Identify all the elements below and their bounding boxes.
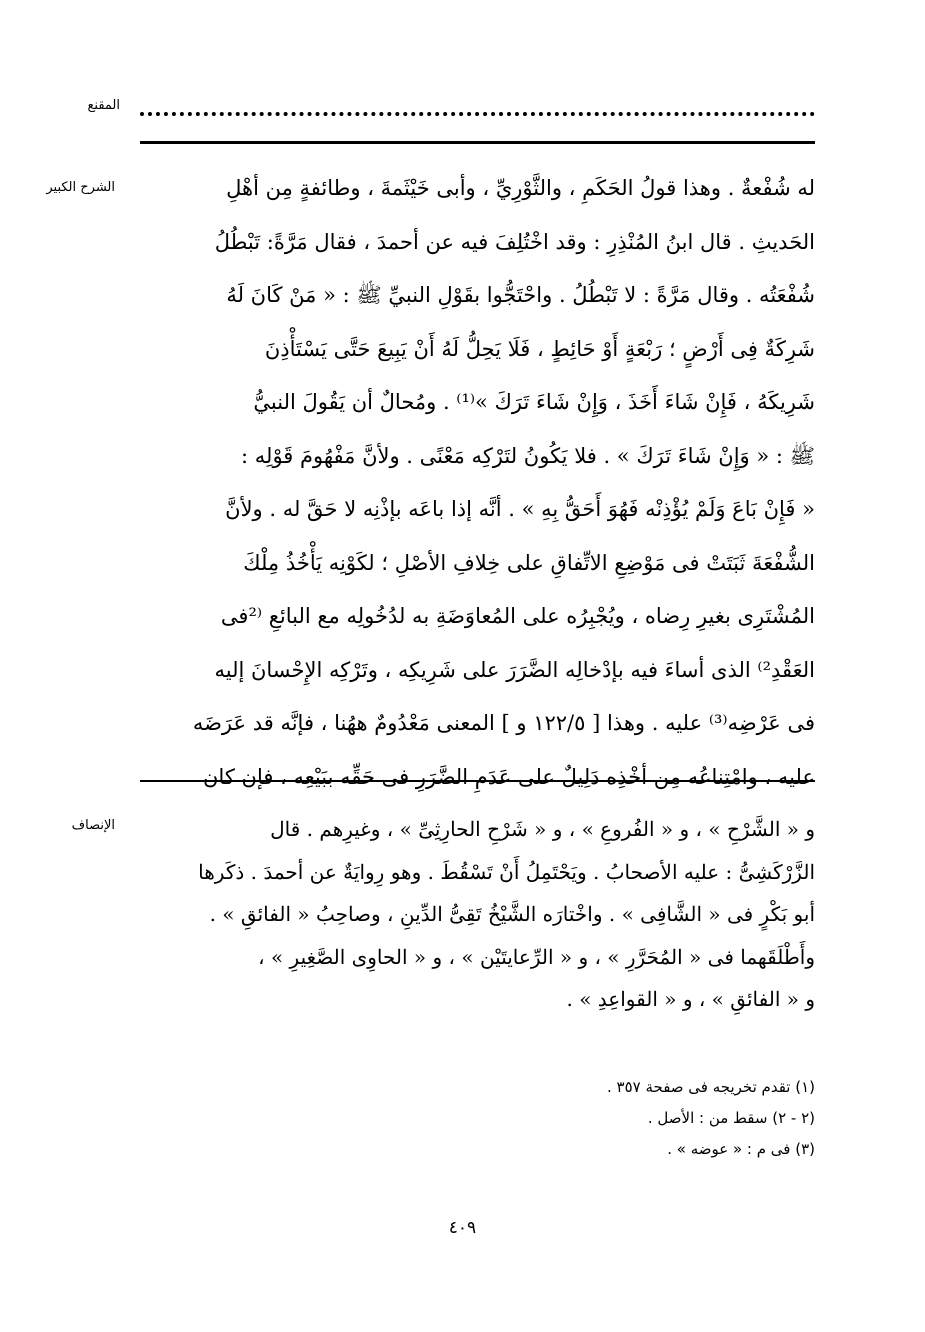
- insaf-line: و « الشَّرْحِ » ، و « الفُروعِ » ، و « شَرْحِ الحارِثِىِّ » ، وغيرِهم . قال: [270, 817, 815, 841]
- footnote: (٣) فى م : « عوضه » .: [667, 1140, 815, 1158]
- insaf-line: أبو بَكْرٍ فى « الشَّافِى » . واخْتارَه الشَّيْخُ تَقِىُّ الدِّينِ ، وصاحِبُ « الفائقِ » .: [209, 902, 815, 926]
- sharh-line: شُفْعَتُه . وقال مَرَّةً : لا تَبْطُلُ . واحْتَجُّوا بقَوْلِ النبيِّ ﷺ : « مَنْ كَانَ لَهُ: [226, 283, 815, 307]
- section-divider: [140, 780, 815, 782]
- sharh-line: ﷺ : « وَإِنْ شَاءَ تَرَكَ » . فلا يَكُونُ لتَرْكِه مَعْنًى . ولأنَّ مَفْهُومَ قَوْلِه :: [241, 443, 815, 468]
- footnote: (١) تقدم تخريجه فى صفحة ٣٥٧ .: [606, 1078, 815, 1096]
- sharh-line: عليه ، وامْتِناعُه مِن أخْذِه دَلِيلٌ على عَدَمِ الضَّرَرِ فى حَقِّه ببَيْعِه ، فإن كان: [203, 764, 815, 789]
- insaf-section-label: الإنصاف: [71, 818, 115, 833]
- page-number: ٤٠٩: [448, 1218, 477, 1238]
- insaf-line: الزَّرْكَشِىُّ : عليه الأصحابُ . ويَحْتَمِلُ أَنْ تَسْقُطَ . وهو رِوايَةٌ عن أحمدَ . ذكَرها: [198, 859, 815, 884]
- insaf-line: و « الفائقِ » ، و « القواعِدِ » .: [566, 987, 815, 1011]
- footnote: (٢ - ٢) سقط من : الأصل .: [647, 1109, 815, 1127]
- sharh-line: شَرِكَةٌ فِى أَرْضٍ ؛ رَبْعَةٍ أَوْ حَائِطٍ ، فَلَا يَحِلُّ لَهُ أَنْ يَبِيعَ حَتَّى يَسْتَأْذِنَ: [264, 336, 815, 361]
- sharh-line: المُشْتَرِى بغيرِ رِضاه ، ويُجْبِرُه على المُعاوَضَةِ به لدُخُولِه مع البائعِ ⁽²فى: [220, 604, 815, 628]
- sharh-section-label: الشرح الكبير: [46, 180, 115, 195]
- sharh-line: « فَإِنْ بَاعَ وَلَمْ يُؤْذِنْه فَهُوَ أَحَقُّ بِهِ » . أنَّه إذا باعَه بإذْنِه لا حَقَّ له . ولأنَّ: [225, 497, 815, 521]
- header-solid-rule: [140, 141, 815, 144]
- sharh-line: فى عَرْضِه⁽³⁾ عليه . وهذا [ ١٢٢/٥ و ] المعنى مَعْدُومٌ ههُنا ، فإنَّه قد عَرَضَه: [192, 711, 815, 735]
- sharh-line: العَقْدِ²⁾ الذى أساءَ فيه بإدْخالِه الضَّرَرَ على شَرِيكِه ، وتَرْكِه الإِحْسانَ إليه: [214, 657, 815, 682]
- header-dotted-rule: [140, 112, 815, 116]
- running-header-title: المقنع: [87, 98, 120, 113]
- sharh-line: شَرِيكَهُ ، فَإِنْ شَاءَ أَخَذَ ، وَإِنْ شَاءَ تَرَكَ »⁽¹⁾ . ومُحالٌ أن يَقُولَ النبيُّ: [253, 390, 815, 414]
- sharh-line: له شُفْعةٌ . وهذا قولُ الحَكَمِ ، والثَّوْرِيِّ ، وأبى خَيْثَمةَ ، وطائفةٍ مِن أهْلِ: [226, 176, 815, 200]
- insaf-line: وأَطْلَقَهما فى « المُحَرَّرِ » ، و « الرِّعايتَيْن » ، و « الحاوِى الصَّغِيرِ » ،: [258, 944, 815, 969]
- sharh-line: الشُّفْعَةَ ثَبَتَتْ فى مَوْضِعِ الاتِّفاقِ على خِلافِ الأصْلِ ؛ لكَوْنِه يَأْخُذُ مِلْكَ: [243, 550, 815, 575]
- insaf-text-block: [140, 808, 815, 1021]
- sharh-text-block: [140, 162, 815, 804]
- footnotes: [540, 1072, 815, 1165]
- sharh-line: الحَديثِ . قال ابنُ المُنْذِرِ : وقد اخْتُلِفَ فيه عن أحمدَ ، فقال مَرَّةً: تَبْطُلُ: [214, 229, 815, 254]
